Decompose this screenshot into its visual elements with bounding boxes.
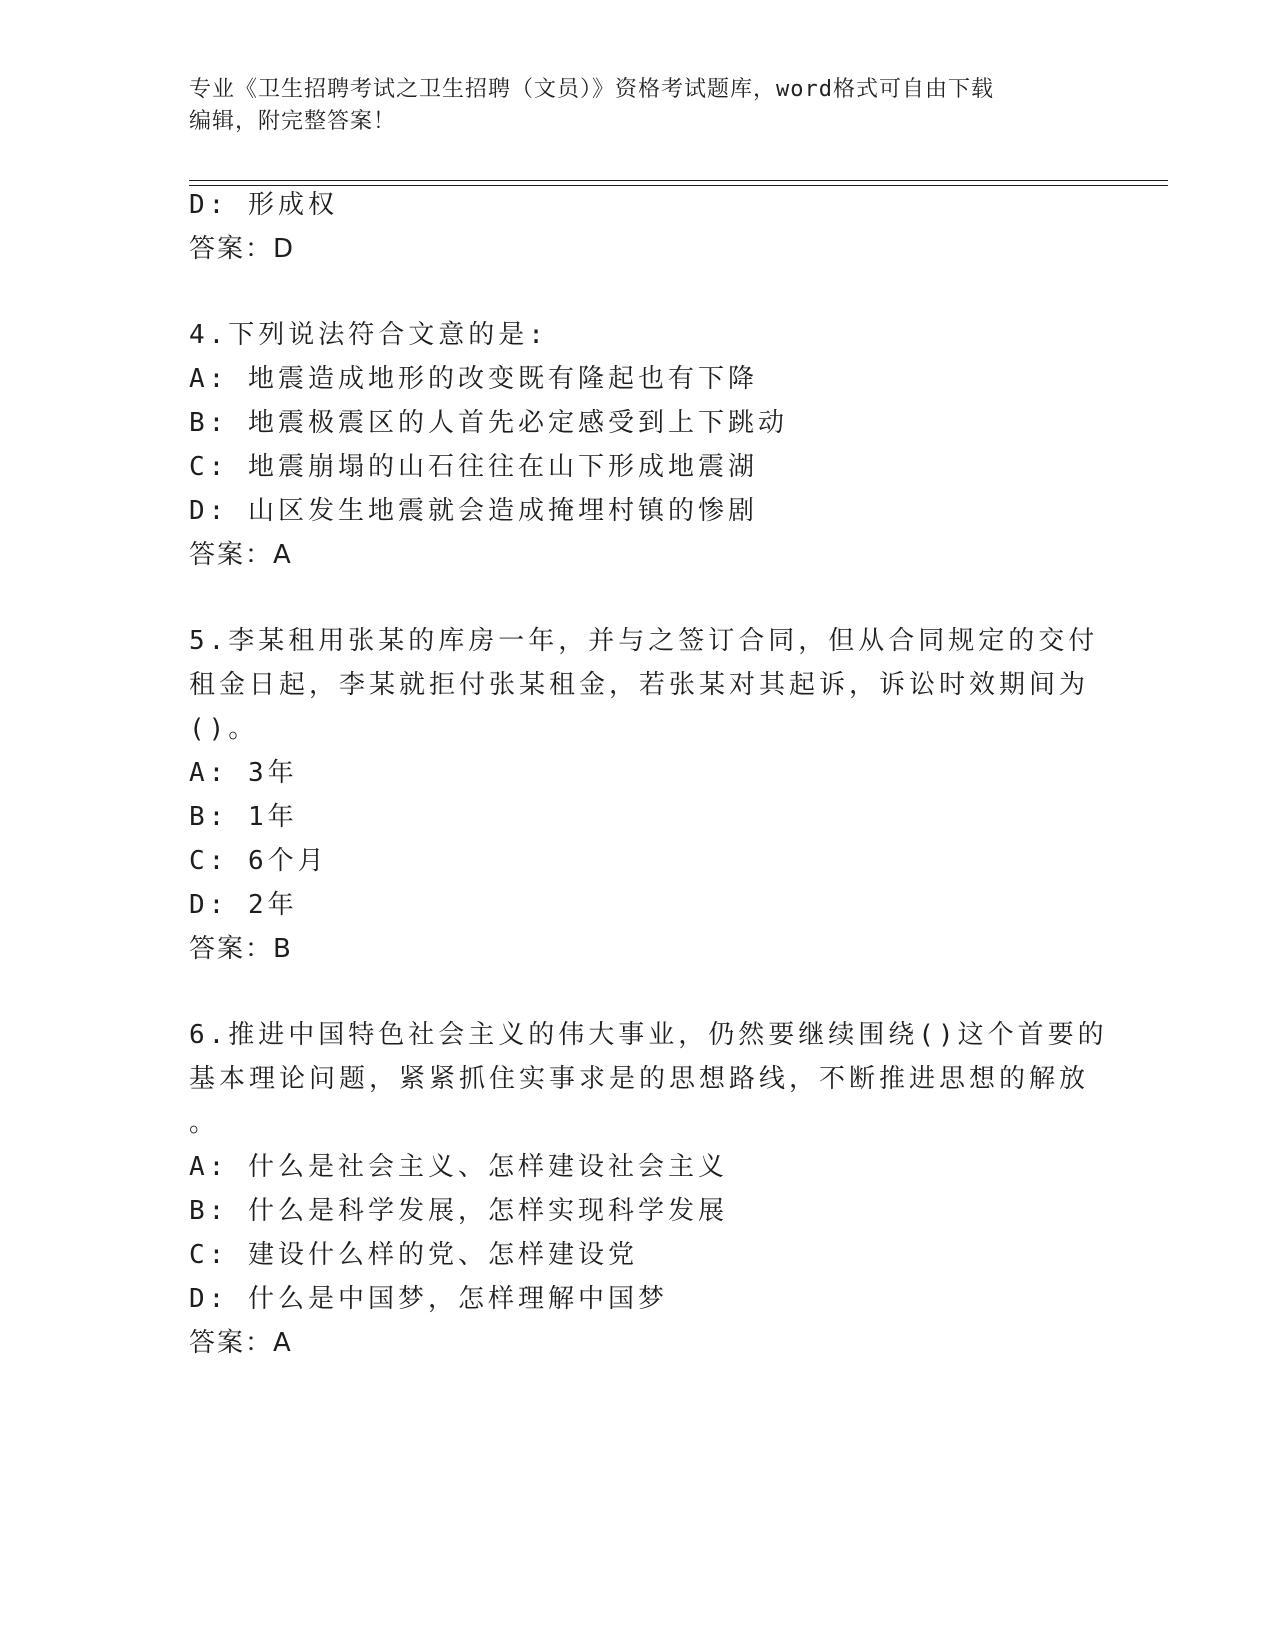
q5-option-b: B: 1年 [189, 802, 298, 832]
q4-option-c: C: 地震崩塌的山石往往在山下形成地震湖 [189, 452, 758, 482]
q6-stem-line-3: 。 [189, 1108, 220, 1138]
header-divider-bottom [189, 185, 1168, 186]
header-line-2: 编辑，附完整答案！ [189, 109, 397, 134]
q4-option-b: B: 地震极震区的人首先必定感受到上下跳动 [189, 408, 788, 438]
q6-answer: 答案：A [189, 1328, 293, 1358]
q5-stem-line-1: 5.李某租用张某的库房一年，并与之签订合同，但从合同规定的交付 [189, 626, 1099, 656]
q5-answer: 答案：B [189, 934, 293, 964]
q4-option-d: D: 山区发生地震就会造成掩埋村镇的惨剧 [189, 496, 758, 526]
q5-option-a: A: 3年 [189, 758, 298, 788]
q5-option-c: C: 6个月 [189, 846, 328, 876]
q4-stem: 4.下列说法符合文意的是: [189, 320, 548, 350]
q3-answer: 答案：D [189, 234, 296, 264]
document-header [189, 74, 1089, 138]
q6-option-c: C: 建设什么样的党、怎样建设党 [189, 1240, 638, 1270]
q5-stem-line-3: ()。 [189, 714, 259, 744]
q6-stem-line-1: 6.推进中国特色社会主义的伟大事业，仍然要继续围绕()这个首要的 [189, 1020, 1108, 1050]
q5-stem-line-2: 租金日起，李某就拒付张某租金，若张某对其起诉，诉讼时效期间为 [189, 670, 1090, 700]
q6-stem-line-2: 基本理论问题，紧紧抓住实事求是的思想路线，不断推进思想的解放 [189, 1064, 1090, 1094]
q6-option-b: B: 什么是科学发展，怎样实现科学发展 [189, 1196, 728, 1226]
q6-option-a: A: 什么是社会主义、怎样建设社会主义 [189, 1152, 728, 1182]
q3-option-d: D: 形成权 [189, 190, 338, 220]
header-line-1: 专业《卫生招聘考试之卫生招聘（文员）》资格考试题库，word格式可自由下载 [189, 77, 994, 102]
q5-option-d: D: 2年 [189, 890, 298, 920]
q6-option-d: D: 什么是中国梦，怎样理解中国梦 [189, 1284, 668, 1314]
q4-option-a: A: 地震造成地形的改变既有隆起也有下降 [189, 364, 758, 394]
header-divider-top [189, 180, 1168, 181]
q4-answer: 答案：A [189, 540, 293, 570]
